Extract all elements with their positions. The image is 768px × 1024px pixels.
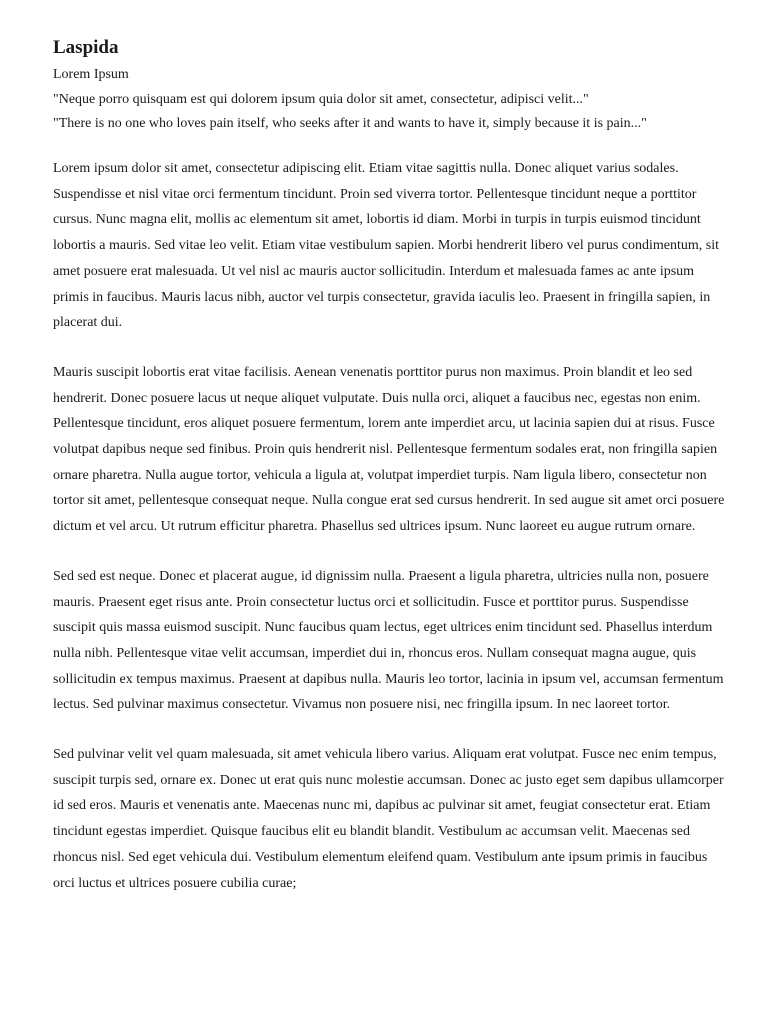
page-subtitle: Lorem Ipsum <box>53 67 129 82</box>
body-text <box>53 156 728 896</box>
paragraph: Lorem ipsum dolor sit amet, consectetur adipiscing elit. Etiam vitae sagittis nulla. Donec aliquet varius sodales. Suspendisse et nisl vitae orci fermentum tincidunt. Proin sed viverra tortor. Pellentesque tincidunt neque a porttitor cursus. Nunc magna elit, mollis ac elementum sit amet, lobortis id diam. Morbi in turpis in turpis euismod tincidunt lobortis a mauris. Sed vitae leo velit. Etiam vitae vestibulum sapien. Morbi hendrerit libero vel purus condimentum, sit amet posuere erat malesuada. Ut vel nisl ac mauris auctor sollicitudin. Interdum et malesuada fames ac ante ipsum primis in faucibus. Mauris lacus nibh, auctor vel turpis consectetur, gravida iaculis leo. Praesent in fringilla sapien, in placerat dui. <box>53 161 720 331</box>
paragraph: Sed sed est neque. Donec et placerat augue, id dignissim nulla. Praesent a ligula pharetra, ultricies nulla non, posuere mauris. Praesent eget risus ante. Proin consectetur luctus orci et sollicitudin. Fusce et porttitor purus. Suspendisse suscipit quis massa euismod suscipit. Nunc faucibus quam lectus, eget ultrices enim tincidunt sed. Phasellus interdum nulla nibh. Pellentesque vitae velit accumsan, imperdiet dui in, rhoncus eros. Nullam consequat magna augue, quis sollicitudin ex tempus maximus. Praesent at dapibus nulla. Mauris leo tortor, lacinia in ipsum vel, accumsan fermentum lectus. Sed pulvinar maximus consectetur. Vivamus non posuere nisi, nec fringilla ipsum. In nec laoreet tortor. <box>53 568 724 713</box>
paragraph: Sed pulvinar velit vel quam malesuada, sit amet vehicula libero varius. Aliquam erat volutpat. Fusce nec enim tempus, suscipit turpis sed, ornare ex. Donec ut erat quis nunc molestie accumsan. Donec ac justo eget sem dapibus ullamcorper id sed eros. Mauris et venenatis ante. Maecenas nunc mi, dapibus ac pulvinar sit amet, feugiat consectetur erat. Etiam tincidunt egestas imperdiet. Quisque faucibus elit eu blandit blandit. Vestibulum ac accumsan velit. Maecenas sed rhoncus nisl. Sed eget vehicula dui. Vestibulum elementum eleifend quam. Vestibulum ante ipsum primis in faucibus orci luctus et ultrices posuere cubilia curae; <box>53 747 724 891</box>
page-title: Laspida <box>53 37 119 58</box>
quote-line: "Neque porro quisquam est qui dolorem ipsum quia dolor sit amet, consectetur, adipisci velit..." <box>53 92 589 107</box>
quote-block <box>53 89 728 135</box>
quote-line: "There is no one who loves pain itself, who seeks after it and wants to have it, simply because it is pain..." <box>53 116 647 131</box>
paragraph: Mauris suscipit lobortis erat vitae facilisis. Aenean venenatis porttitor purus non maximus. Proin blandit et leo sed hendrerit. Donec posuere lacus ut neque aliquet vulputate. Duis nulla orci, aliquet a faucibus nec, egestas non enim. Pellentesque tincidunt, eros aliquet posuere fermentum, lorem ante imperdiet arcu, ut lacinia sapien dui at risus. Fusce volutpat dapibus neque sed finibus. Proin quis hendrerit nisl. Pellentesque fermentum sodales erat, non fringilla sapien ornare pharetra. Nulla augue tortor, vehicula a ligula at, volutpat imperdiet turpis. Nam ligula libero, consectetur non tortor sit amet, pellentesque consequat neque. Nulla congue erat sed cursus hendrerit. In sed augue sit amet orci posuere dictum et vel arcu. Ut rutrum efficitur pharetra. Phasellus sed ultrices ipsum. Nunc laoreet eu augue rutrum ornare. <box>53 364 725 535</box>
